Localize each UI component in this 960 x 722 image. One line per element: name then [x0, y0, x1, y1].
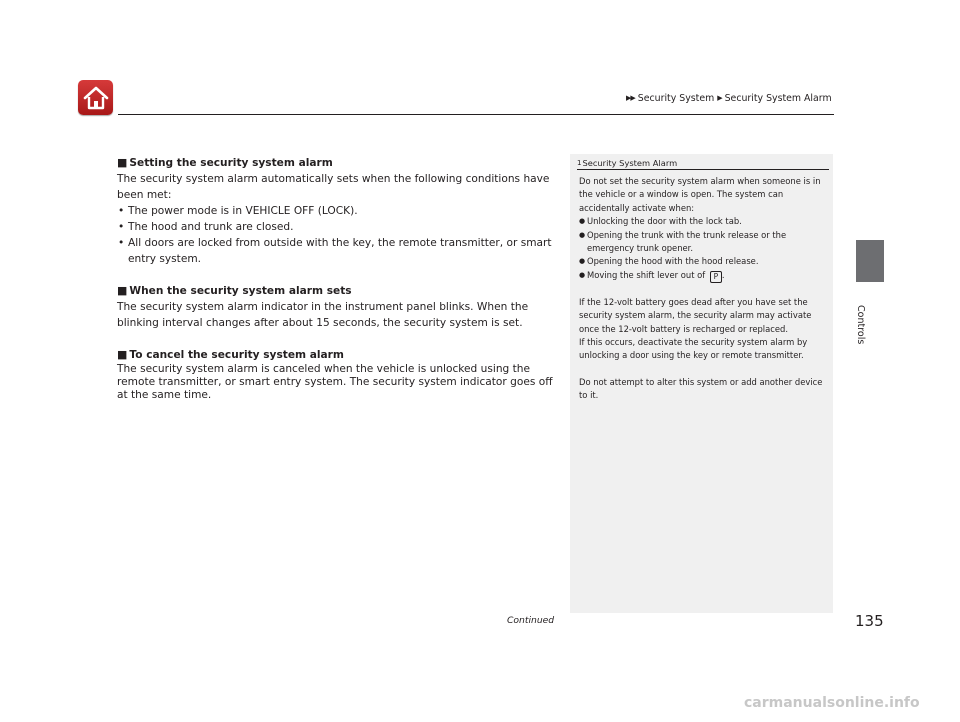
sidebar-note-alter: Do not attempt to alter this system or add another device to it.: [579, 376, 823, 401]
list-item: ● Opening the hood with the hood release.: [579, 255, 831, 268]
main-content: [117, 155, 557, 402]
section-text: The security system alarm automatically sets when the following conditions have been met:: [117, 173, 550, 201]
list-item: [579, 269, 831, 283]
controls-tab-label[interactable]: Controls: [855, 305, 866, 345]
section-heading-setting: [117, 155, 557, 171]
sidebar-list: [579, 215, 831, 283]
sidebar-note-deactivate: If this occurs, deactivate the security system alarm by unlocking a door using the key or remote transmitter.: [579, 337, 808, 361]
section-heading-cancel: [117, 347, 557, 363]
heading-marker-icon: ■: [117, 348, 128, 361]
sidebar-body: [579, 175, 831, 403]
list-item: • All doors are locked from outside with the key, the remote transmitter, or smart entry system.: [117, 235, 557, 267]
sidebar-title-divider: [577, 169, 829, 170]
list-item: • The hood and trunk are closed.: [117, 219, 557, 235]
heading-text: Setting the security system alarm: [129, 157, 333, 169]
list-item: ● Unlocking the door with the lock tab.: [579, 215, 831, 228]
continued-label: Continued: [507, 615, 555, 626]
home-icon: [83, 86, 109, 110]
sidebar-note-battery: If the 12-volt battery goes dead after you have set the security system alarm, the security alarm may activate once the 12-volt battery is recharged or replaced.: [579, 296, 812, 334]
section-text: The security system alarm indicator in the instrument panel blinks. When the blinking interval changes after about 15 seconds, the security system is set.: [117, 301, 529, 329]
header-divider: [118, 114, 834, 115]
breadcrumb: [626, 93, 832, 104]
conditions-list: [117, 203, 557, 267]
breadcrumb-security-system-alarm: Security System Alarm: [724, 93, 832, 104]
heading-text: To cancel the security system alarm: [129, 349, 344, 361]
sidebar-note: [570, 154, 833, 613]
sidebar-title: [577, 158, 677, 168]
controls-tab[interactable]: [856, 240, 884, 282]
section-text: The security system alarm is canceled when the vehicle is unlocked using the remote transmitter, or smart entry system. The security system indicator goes off at the same time.: [117, 363, 553, 401]
watermark: carmanualsonline.info: [744, 695, 920, 711]
breadcrumb-arrow-icon: ▶▶: [626, 94, 635, 102]
heading-text: When the security system alarm sets: [129, 285, 352, 297]
list-item: • The power mode is in VEHICLE OFF (LOCK).: [117, 203, 557, 219]
sidebar-title-text: Security System Alarm: [582, 158, 678, 168]
section-heading-alarm-sets: [117, 283, 557, 299]
list-item-suffix: .: [721, 269, 725, 280]
reference-number: 1: [577, 159, 582, 167]
page-number: 135: [855, 612, 884, 630]
sidebar-intro: Do not set the security system alarm when someone is in the vehicle or a window is open. The system can accidentally activate when:: [579, 176, 821, 213]
breadcrumb-separator-icon: ▶: [717, 94, 722, 102]
heading-marker-icon: ■: [117, 284, 128, 297]
breadcrumb-security-system[interactable]: Security System: [637, 93, 715, 104]
home-button[interactable]: [78, 80, 113, 115]
list-item-text: Moving the shift lever out of: [587, 269, 706, 280]
list-item: ● Opening the trunk with the trunk release or the emergency trunk opener.: [579, 229, 831, 256]
gear-p-icon: P: [710, 271, 722, 283]
heading-marker-icon: ■: [117, 156, 128, 169]
